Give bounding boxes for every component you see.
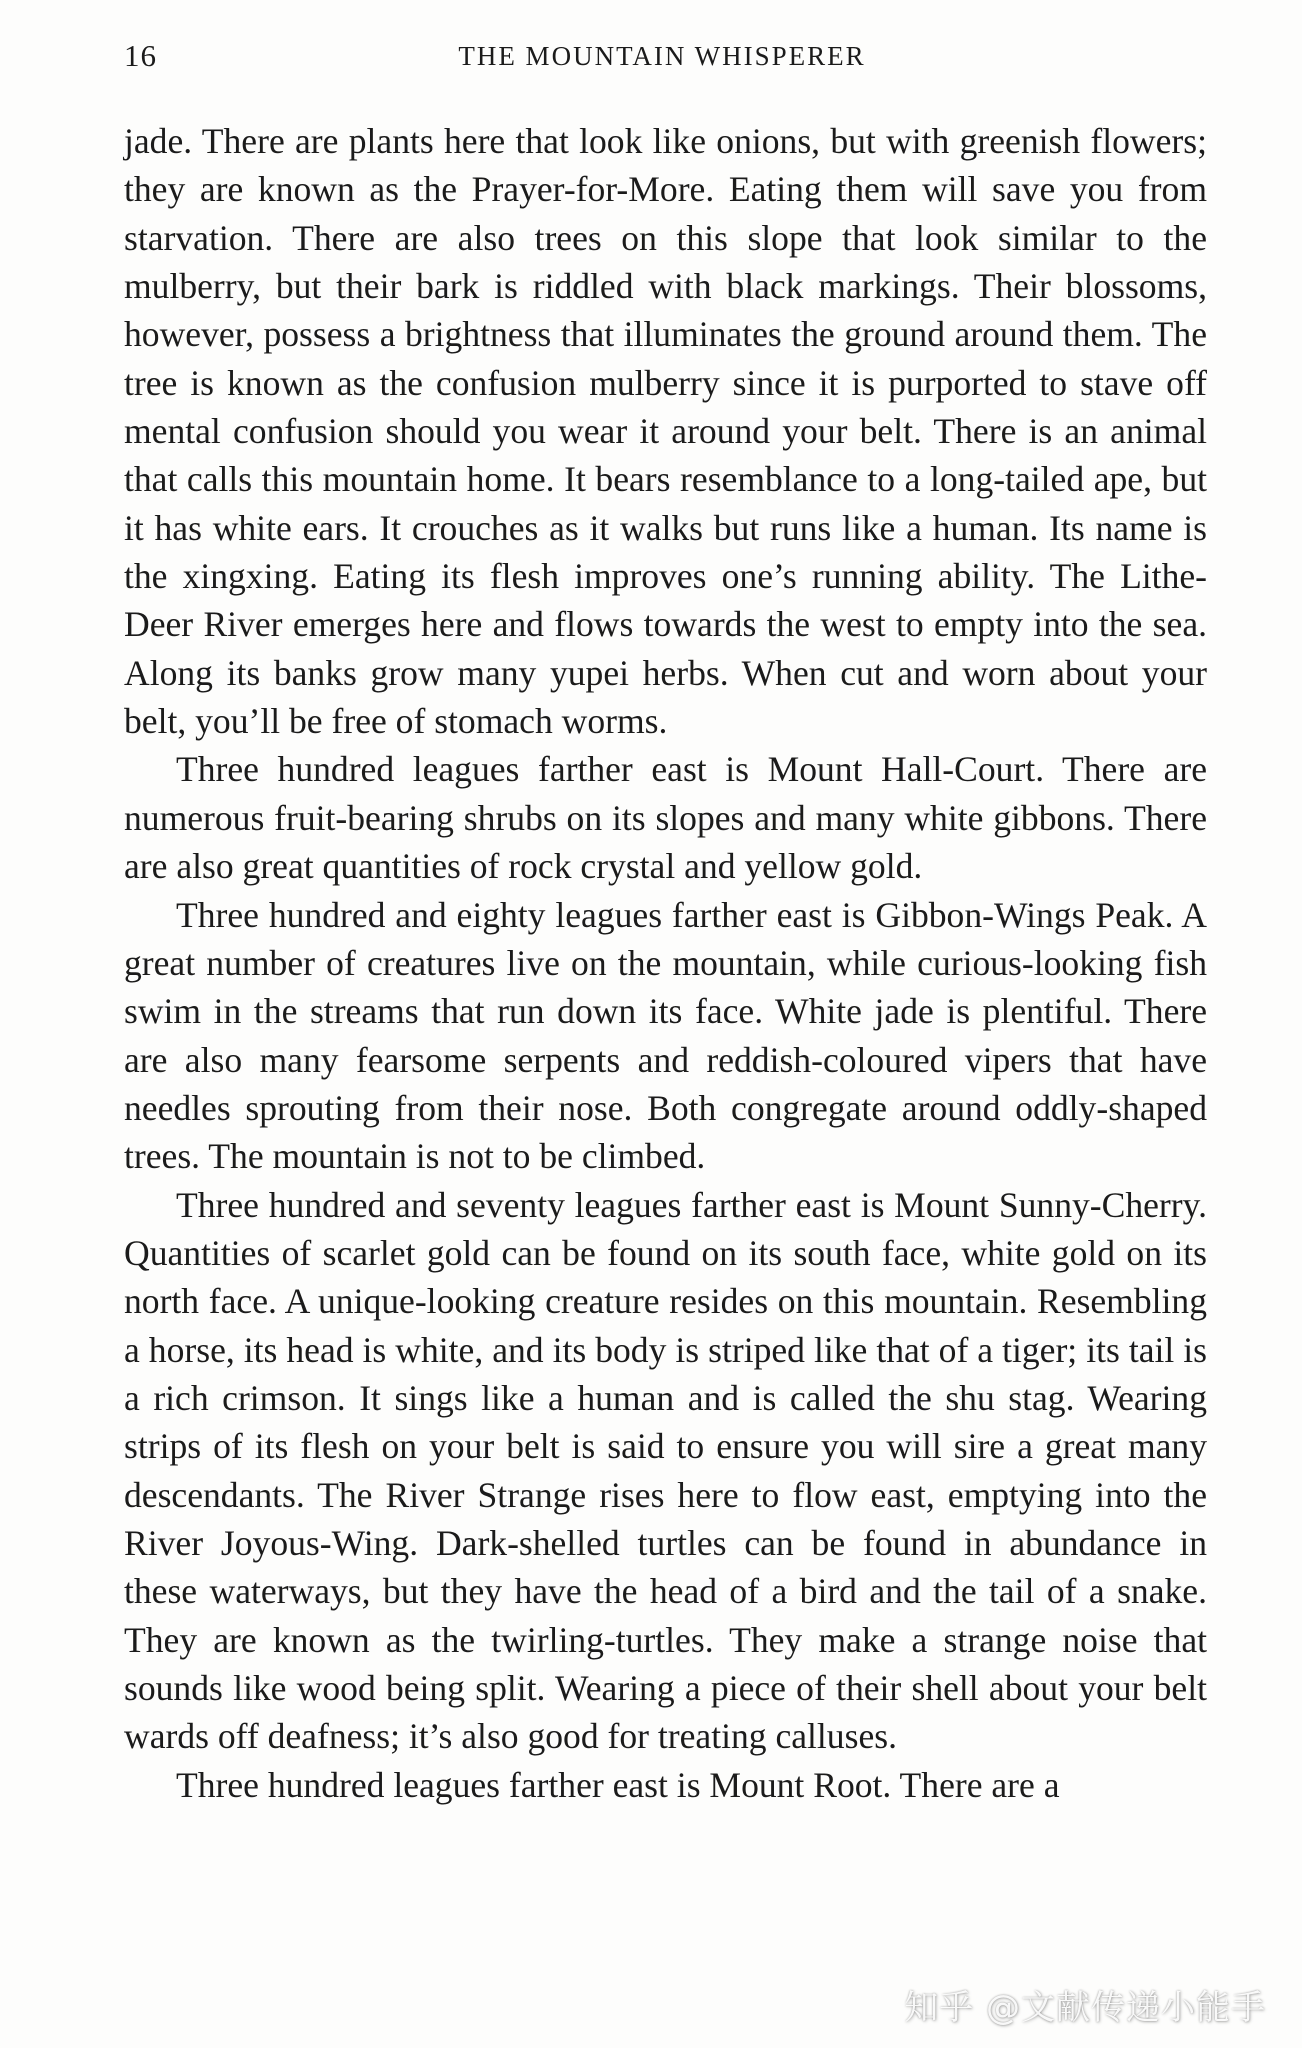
page-number: 16 xyxy=(124,38,157,73)
paragraph-mount-sunny-cherry: Three hundred and seventy leagues farther east is Mount Sunny-Cherry. Quantities of scarlet gold can be found on its south face, white gold on its north face. A unique-looking creature resides on this mountain. Resembling a horse, its head is white, and its body is striped like that of a tiger; its tail is a rich crimson. It sings like a human and is called the shu stag. Wearing strips of its flesh on your belt is said to ensure you will sire a great many descendants. The River Strange rises here to flow east, emptying into the River Joyous-Wing. Dark-shelled turtles can be found in abundance in these waterways, but they have the head of a bird and the tail of a snake. They are known as the twirling-turtles. They make a strange noise that sounds like wood being split. Wearing a piece of their shell about your belt wards off deafness; it’s also good for treating calluses. xyxy=(124,1184,1207,1757)
running-head: THE MOUNTAIN WHISPERER xyxy=(458,41,866,71)
paragraph-mount-root: Three hundred leagues farther east is Mount Root. There are a xyxy=(176,1764,1060,1805)
body-text xyxy=(124,117,1207,1809)
paragraph-gibbon-wings-peak: Three hundred and eighty leagues farther east is Gibbon-Wings Peak. A great number of creatures live on the mountain, while curious-looking fish swim in the streams that run down its face. White jade is plentiful. There are also many fearsome serpents and reddish-coloured vipers that have needles sprouting from their nose. Both congregate around oddly-shaped trees. The mountain is not to be climbed. xyxy=(124,894,1207,1177)
paragraph-mount-hall-court: Three hundred leagues farther east is Mount Hall-Court. There are numerous fruit-bearing shrubs on its slopes and many white gibbons. There are also great quantities of rock crystal and yellow gold. xyxy=(124,749,1207,887)
page-header xyxy=(124,34,1206,78)
paragraph-continued: jade. There are plants here that look like onions, but with greenish flowers; they are known as the Prayer-for-More. Eating them will save you from starvation. There are also trees on this slope that look similar to the mulberry, but their bark is riddled with black markings. Their blossoms, however, possess a brightness that illuminates the ground around them. The tree is known as the confusion mulberry since it is purported to stave off mental confusion should you wear it around your belt. There is an animal that calls this mountain home. It bears resemblance to a long-tailed ape, but it has white ears. It crouches as it walks but runs like a human. Its name is the xingxing. Eating its flesh improves one’s running ability. The Lithe-Deer River emerges here and flows towards the west to empty into the sea. Along its banks grow many yupei herbs. When cut and worn about your belt, you’ll be free of stomach worms. xyxy=(124,121,1207,742)
watermark: 知乎 @文献传递小能手 xyxy=(904,1988,1266,2028)
